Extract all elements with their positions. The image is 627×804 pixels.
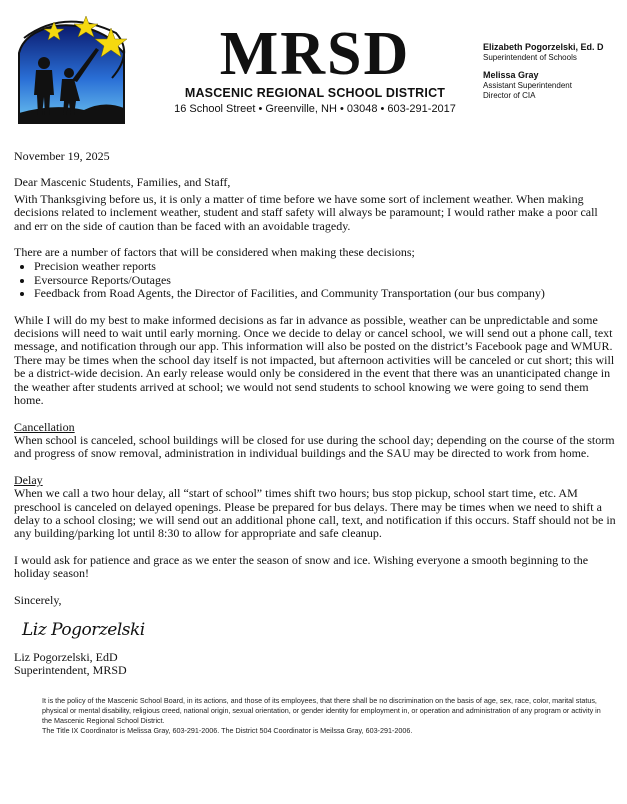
letterhead-brand [170,22,460,116]
delay-text: When we call a two hour delay, all “start of school” times shift two hours; bus stop pickup, school start time, etc. AM preschool is canceled on delayed openings. Please be prepared for bus delays. There may be times when we need to shift a delay to a school closing; we will send out an additional phone call, text, and notification if this occurs. Staff should not be in any building/parking lot until 8:30 to allow for appropriate and safe cleanup. [14,486,616,541]
brand-full-name: MASCENIC REGIONAL SCHOOL DISTRICT [184,86,446,100]
coordinator-info: The Title IX Coordinator is Melissa Gray, 603-291-2006. The District 504 Coordinator is Meilssa Gray, 603-291-2006. [42,725,413,735]
letter-date: November 19, 2025 [14,149,110,163]
signer-name: Liz Pogorzelski, EdD [14,649,118,664]
signature: Liz Pogorzelski [22,619,145,640]
letter-greeting: Dear Mascenic Students, Families, and Staff, [14,175,231,190]
signer-title: Superintendent, MRSD [14,663,127,678]
delay-heading: Delay [14,472,43,487]
letter-closing: Sincerely, [14,592,62,607]
district-logo [14,8,132,130]
paragraph-decisions: While I will do my best to make informed decisions as far in advance as possible, weather can be unpredictable and some decisions will need to wait until early morning. Once we decide to delay or cancel school, we will send out a phone call, text message, and notification through our app. This information will also be posted on the district’s Facebook page and WMUR. There may be times when the school day itself is not impacted, but afternoon activities will be canceled or cut short; this will be a district-wide decision. An early release would only be considered in the event that there was an unanticipated change in the weather after students arrived at school; we would not send students to school knowing we were going to send them home. [14,312,615,408]
list-item: • Feedback from Road Agents, the Director of Facilities, and Community Transportation (our bus company) [34,287,616,300]
factors-list [14,260,616,300]
paragraph-closing: I would ask for patience and grace as we enter the season of snow and ice. Wishing everyone a smooth beginning to the holiday season! [14,552,589,581]
staff-name: Elizabeth Pogorzelski, Ed. D [483,42,604,52]
list-item: • Eversource Reports/Outages [34,274,616,287]
staff-name: Melissa Gray [483,70,539,80]
district-address: 16 School Street • Greenville, NH • 03048 • 603-291-2017 [174,103,456,115]
policy-statement: It is the policy of the Mascenic School Board, in its actions, and those of its employees, that there shall be no discrimination on the basis of age, sex, race, color, marital status, physical or mental disability, religious creed, national origin, sexual orientation, or gender identity for employment in, or operation and administration of any program or activity in the Mascenic Regional School District. [42,695,601,725]
cancellation-heading: Cancellation [14,419,75,434]
paragraph-intro: With Thanksgiving before us, it is only a matter of time before we have some sort of inclement weather. When making decisions related to inclement weather, student and staff safety will always be paramount; I would rather make a poor call and err on the side of caution than be faced with an avoidable tragedy. [14,191,598,233]
brand-abbreviation: MRSD [219,20,411,88]
staff-title: Superintendent of Schools [483,53,577,62]
cancellation-text: When school is canceled, school buildings will be closed for use during the school day; depending on the course of the storm and progress of snow removal, administration in individual buildings and the SAU may be directed to work from home. [14,432,615,461]
list-item: • Precision weather reports [34,260,616,273]
paragraph-factors-intro: There are a number of factors that will be considered when making these decisions; [14,245,415,260]
staff-title: Director of CIA [483,91,536,100]
nondiscrimination-footer [42,696,602,736]
staff-listing [483,42,604,101]
letter-body [14,150,616,746]
staff-title: Assistant Superintendent [483,81,572,90]
